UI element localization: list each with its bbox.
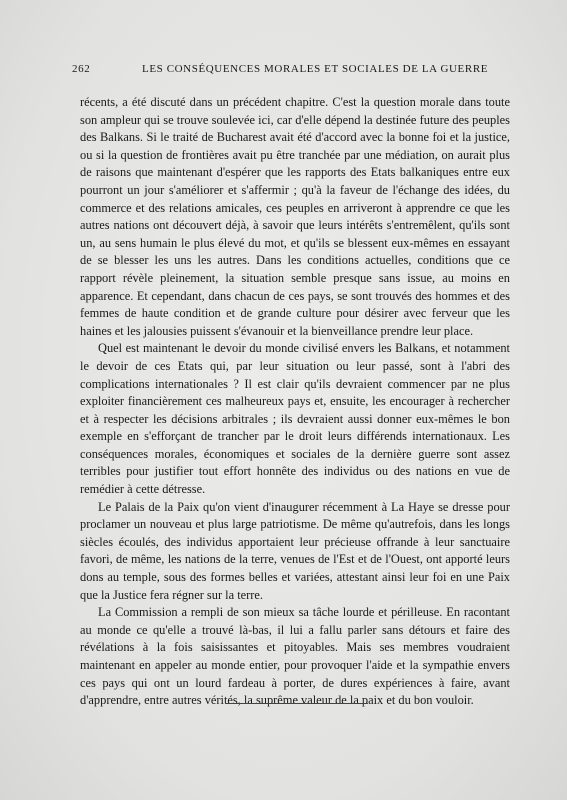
- end-rule: [225, 703, 368, 704]
- page-number: 262: [72, 63, 91, 75]
- paragraph-4: La Commission a rempli de son mieux sa tâche lourde et périlleuse. En racontant au monde ce qu'elle a trouvé là-bas, il lui a fallu parler sans détours et faire des révélations à la fois saisissantes et pitoyables. Mais ses membres voudraient maintenant en appeler au monde entier, pour provoquer l'aide et la sympathie envers ces pays qui ont un lourd fardeau à porter, de dures expériences à faire, avant d'apprendre, entre autres vérités, la suprême valeur de la paix et du bon vouloir.: [80, 605, 510, 708]
- paragraph-1: récents, a été discuté dans un précédent chapitre. C'est la question morale dans toute son ampleur qui se trouve soulevée ici, car d'elle dépend la destinée future des peuples des Balkans. Si le traité de Bucharest avait été d'accord avec la bonne foi et la justice, ou si la question de frontières avait pu être tranchée par une médiation, on aurait plus de raisons que maintenant d'espérer que les rapports des Etats balkaniques entre eux pourront un jour s'améliorer et s'affermir ; qu'à la faveur de l'échange des idées, du commerce et des relations amicales, ces peuples en arriveront à apprendre ce que les autres nations ont découvert déjà, à savoir que leurs intérêts s'entremêlent, qu'ils sont un, au sens humain le plus élevé du mot, et qu'ils se blessent eux-mêmes en essayant de se blesser les uns les autres. Dans les conditions actuelles, conditions que ce rapport révèle pleinement, la situation semble presque sans issue, au moins en apparence. Et cependant, dans chacun de ces pays, se sont trouvés des hommes et des femmes de haute condition et de grande culture pour désirer avec ferveur que les haines et les jalousies puissent s'évanouir et la bienveillance prendre leur place.: [80, 95, 510, 338]
- paragraph-3: Le Palais de la Paix qu'on vient d'inaugurer récemment à La Haye se dresse pour proclamer un nouveau et plus large patriotisme. De même qu'autrefois, dans les longs siècles écoulés, des individus apportaient leur précieuse offrande à leur sanctuaire favori, de même, les nations de la terre, venues de l'Est et de l'Ouest, ont apporté leurs dons au temple, sous des formes belles et variées, attestant ainsi leur foi en une Paix que la Justice fera régner sur la terre.: [80, 499, 510, 602]
- running-head: [72, 63, 508, 79]
- running-title: LES CONSÉQUENCES MORALES ET SOCIALES DE LA GUERRE: [142, 63, 489, 75]
- paragraph-2: Quel est maintenant le devoir du monde civilisé envers les Balkans, et notamment le devoir de ces Etats qui, par leur situation ou leur passé, sont à l'abri des complications internationales ? Il est clair qu'ils devraient commencer par ne plus exploiter financièrement ces malheureux pays et, ensuite, les encourager à rechercher et à respecter les décisions arbitrales ; ils devraient aussi donner eux-mêmes le bon exemple en s'efforçant de trancher par le droit leurs différends internationaux. Les conséquences morales, économiques et sociales de la dernière guerre sont assez terribles pour justifier tout effort honnête des individus ou des nations en vue de remédier à cette détresse.: [80, 341, 510, 497]
- body-text: [80, 94, 510, 710]
